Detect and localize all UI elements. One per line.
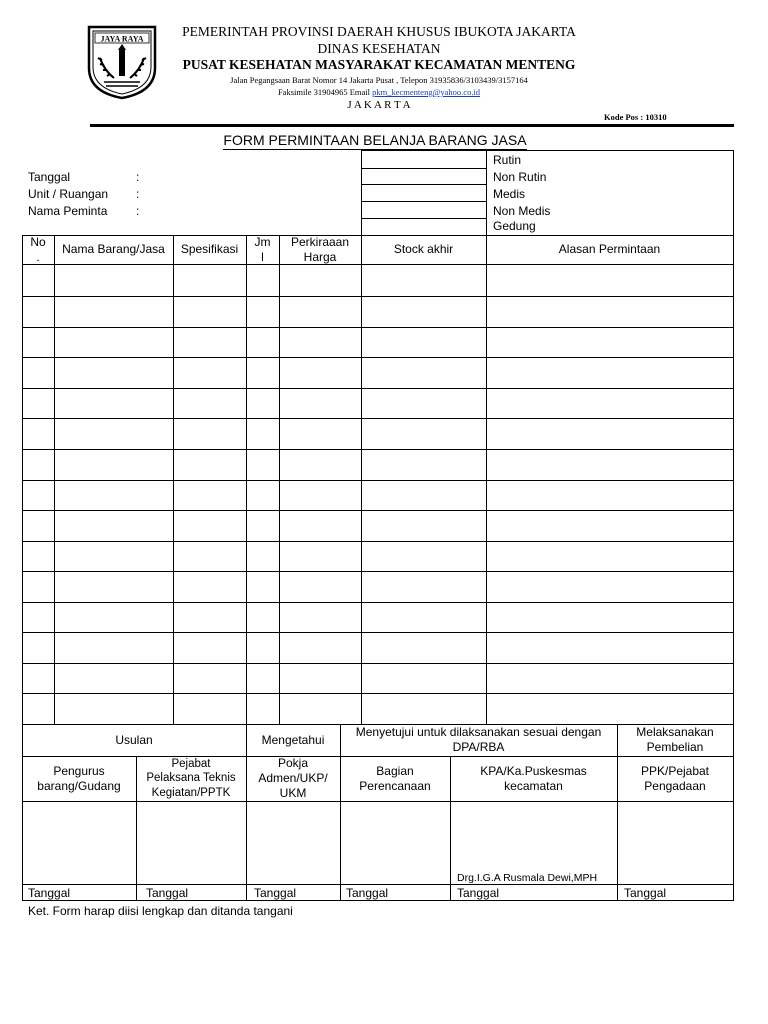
- table-row[interactable]: [23, 450, 733, 480]
- role-pptk: Pejabat Pelaksana Teknis Kegiatan/PPTK: [146, 757, 236, 799]
- field-label-tanggal: Tanggal: [28, 170, 71, 184]
- checkbox-non-medis[interactable]: [361, 201, 487, 219]
- postcode: Kode Pos : 10310: [604, 112, 667, 122]
- table-row[interactable]: [23, 603, 733, 632]
- signatory-name: Drg.I.G.A Rusmala Dewi,MPH: [457, 872, 598, 884]
- signature-box-pokja[interactable]: [247, 802, 340, 884]
- unit-ruangan-field[interactable]: [146, 185, 346, 201]
- date-label: Tanggal: [254, 886, 297, 900]
- logo-motto: JAYA RAYA: [100, 34, 144, 44]
- header-usulan: Usulan: [115, 732, 153, 747]
- table-row[interactable]: [23, 328, 733, 357]
- table-row[interactable]: [23, 358, 733, 388]
- letterhead-city: J A K A R T A: [347, 99, 411, 111]
- checkbox-medis[interactable]: [361, 184, 487, 202]
- letterhead-institution: PUSAT KESEHATAN MASYARAKAT KECAMATAN MENTENG: [182, 57, 576, 72]
- table-row[interactable]: [23, 633, 733, 663]
- col-header-alasan: Alasan Permintaan: [558, 242, 661, 256]
- letterhead-fax-email: [160, 87, 598, 97]
- col-header-harga: Perkiraaan Harga: [290, 234, 350, 264]
- table-row[interactable]: [23, 265, 733, 296]
- role-pengurus-barang: Pengurus barang/Gudang: [37, 763, 121, 793]
- signature-box-pengurus[interactable]: [23, 802, 136, 884]
- email-link[interactable]: pkm_kecmenteng@yahoo.co.id: [372, 87, 481, 97]
- category-label-medis: Medis: [493, 187, 526, 201]
- category-label-non-medis: Non Medis: [493, 204, 551, 218]
- table-row[interactable]: [23, 664, 733, 693]
- checkbox-gedung[interactable]: [361, 218, 487, 236]
- field-colon: :: [136, 187, 140, 201]
- signature-box-perencanaan[interactable]: [341, 802, 450, 884]
- date-label: Tanggal: [624, 886, 667, 900]
- col-header-nama-barang: Nama Barang/Jasa: [62, 242, 165, 256]
- role-kpa: KPA/Ka.Puskesmas kecamatan: [480, 763, 587, 793]
- category-label-non-rutin: Non Rutin: [493, 170, 547, 184]
- letterhead-government: PEMERINTAH PROVINSI DAERAH KHUSUS IBUKOTA JAKARTA: [182, 24, 576, 39]
- table-row[interactable]: [23, 572, 733, 602]
- field-label-nama-peminta: Nama Peminta: [28, 204, 108, 218]
- signature-box-pptk[interactable]: [137, 802, 246, 884]
- table-row[interactable]: [23, 297, 733, 327]
- date-label: Tanggal: [28, 886, 71, 900]
- table-row[interactable]: [23, 694, 733, 724]
- table-row[interactable]: [23, 542, 733, 571]
- category-label-rutin: Rutin: [493, 153, 522, 167]
- table-row[interactable]: [23, 481, 733, 510]
- header-melaksanakan: Melaksanakan Pembelian: [636, 725, 714, 754]
- role-perencanaan: Bagian Perencanaan: [359, 763, 431, 793]
- table-row[interactable]: [23, 419, 733, 449]
- signature-box-ppk[interactable]: [618, 802, 733, 884]
- header-menyetujui: Menyetujui untuk dilaksanakan sesuai dengan DPA/RBA: [355, 725, 602, 754]
- category-label-gedung: Gedung: [493, 219, 536, 233]
- fax-text: Faksimile 31904965 Email: [277, 87, 373, 97]
- date-label: Tanggal: [457, 886, 500, 900]
- nama-peminta-field[interactable]: [146, 202, 346, 218]
- field-label-unit: Unit / Ruangan: [28, 187, 109, 201]
- table-row[interactable]: [23, 389, 733, 418]
- tanggal-field[interactable]: [146, 168, 346, 184]
- date-label: Tanggal: [146, 886, 189, 900]
- col-header-jml: Jm l: [254, 234, 271, 264]
- footnote: Ket. Form harap diisi lengkap dan ditanda tangani: [28, 904, 293, 918]
- col-header-stock-akhir: Stock akhir: [393, 242, 454, 256]
- jakarta-emblem-logo: [86, 24, 158, 100]
- letterhead-department: DINAS KESEHATAN: [317, 41, 441, 56]
- field-colon: :: [136, 204, 140, 218]
- col-header-spesifikasi: Spesifikasi: [180, 242, 239, 256]
- checkbox-non-rutin[interactable]: [361, 167, 487, 185]
- table-row[interactable]: [23, 511, 733, 541]
- form-title: FORM PERMINTAAN BELANJA BARANG JASA: [223, 132, 527, 148]
- col-header-no: No .: [30, 234, 46, 264]
- header-mengetahui: Mengetahui: [261, 732, 325, 747]
- letterhead-rule: [90, 124, 734, 127]
- letterhead-address: Jalan Pegangsaan Barat Nomor 14 Jakarta Pusat , Telepon 31935836/3103439/3157164: [230, 75, 528, 85]
- role-ppk: PPK/Pejabat Pengadaan: [640, 763, 710, 793]
- date-label: Tanggal: [346, 886, 389, 900]
- field-colon: :: [136, 170, 140, 184]
- role-pokja: Pokja Admen/UKP/ UKM: [258, 756, 328, 800]
